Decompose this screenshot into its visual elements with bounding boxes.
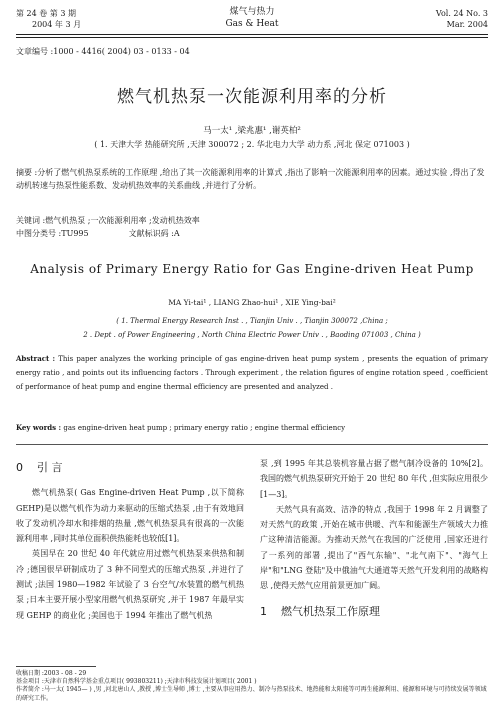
title-cn: 燃气机热泵一次能源利用率的分析 (117, 87, 387, 107)
keywords-en-text: gas engine-driven heat pump ; primary energy ratio ; engine thermal efficiency (63, 424, 346, 432)
abstract-en-label: Abstract : (16, 354, 56, 363)
volume-issue-en: Vol. 24 No. 3 (435, 9, 488, 18)
section-number: 1 (260, 604, 267, 618)
affiliation-cn: ( 1. 天津大学 热能研究所 ,天津 300072 ; 2. 华北电力大学 动力系 ,河北 保定 071003 ) (94, 140, 410, 149)
article-number: 文章编号 :1000 - 4416( 2004) 03 - 0133 - 04 (16, 47, 190, 56)
header-volume-en (436, 8, 488, 30)
keywords-en (16, 423, 488, 432)
authors-en: MA Yi-tai¹ , LIANG Zhao-hui¹ , XIE Ying-bai² (168, 298, 336, 307)
journal-name-en: Gas & Heat (225, 19, 279, 29)
abstract-en-text: This paper analyzes the working principle of gas engine-driven heat pump system , presents the equation of primary energy ratio , and points out its influencing factors . Through experiment , the relation figures of engine rotation speed , coefficient of performance of heat pump and engine thermal efficiency are presented and analyzed . (16, 355, 489, 391)
abstract-divider (16, 444, 488, 445)
class-number: 中图分类号 :TU995 (16, 229, 89, 238)
journal-name-cn: 煤气与热力 (229, 7, 275, 17)
affiliation-en-2: 2 . Dept . of Power Engineering , North China Electric Power Univ . , Baoding 071003 , China ) (83, 331, 421, 339)
footnote-received: 收稿日期 :2003 - 08 - 29 (16, 670, 87, 677)
paragraph: 泵 ,到 1995 年其总装机容量占据了燃气制冷设备的 10%[2]。我国的燃气机热泵研究开始于 20 世纪 80 年代 ,但实际应用很少[1—3]。 (260, 459, 488, 499)
document-code: 文献标识码 :A (128, 229, 180, 238)
paragraph: 英国早在 20 世纪 40 年代就应用过燃气机热泵来供热和制冷 ;德国很早研制成功了 3 种不同型式的压缩式热泵 ,并进行了测试 ;法国 1980—1982 年试验了 3 台空气/水装置的燃气机热泵 ;日本主要开展小型家用燃气机热泵研究 ,并于 1987 年最早实现 GEHP 的商业化 ;美国也于 1994 年推出了燃气机热 (16, 549, 244, 620)
paragraph: 天然气具有高效、洁净的特点 ,我国于 1998 年 2 月调整了对天然气的政策 ,开始在城市供暖、汽车和能源生产领域大力推广这种清洁能源。为推动天然气在我国的广泛使用 ,国家还进行了一系列的部署 ,提出了"西气东输"、"北气南下"、"海气上岸"和"LNG 登陆"及中俄油气大通道等天然气开发利用的战略构思 ,使得天然气应用前景更加广阔。 (260, 504, 488, 591)
footnote-rule (16, 666, 96, 667)
date-cn: 2004 年 3 月 (32, 20, 82, 29)
paragraph: 燃气机热泵( Gas Engine-driven Heat Pump ,以下简称 GEHP)是以燃气机作为动力来驱动的压缩式热泵 ,由于有效地回收了发动机冷却水和排烟的热量 ,燃气机热泵具有很高的一次能源利用率 ,同时其单位面积供热能耗也较低[1]。 (16, 488, 244, 544)
affiliation-en-1: ( 1. Thermal Energy Research Inst . , Tianjin Univ . , Tianjin 300072 ,China ; (116, 317, 388, 325)
affiliation-en (0, 314, 504, 342)
body-column-left (16, 456, 244, 623)
abstract-cn: 摘要 :分析了燃气机热泵系统的工作原理 ,给出了其一次能源利用率的计算式 ,指出了影响一次能源利用率的因素。通过实验 ,得出了发动机转速与热泵性能系数、发动机热效率的关系曲线 ,并进行了分析。 (16, 168, 485, 190)
abstract-en (16, 352, 488, 394)
volume-issue-cn: 第 24 卷 第 3 期 (16, 9, 76, 18)
body-column-right (260, 456, 488, 629)
section-number: 0 (16, 461, 23, 474)
date-en: Mar. 2004 (446, 20, 488, 29)
section-heading-1 (260, 604, 488, 619)
section-title: 引 言 (37, 461, 63, 474)
classification-line (16, 228, 180, 239)
header-rule (16, 34, 488, 38)
title-en: Analysis of Primary Energy Ratio for Gas Engine-driven Heat Pump (30, 262, 474, 276)
journal-name (190, 6, 314, 30)
footnote-funding: 基金项目 :天津市自然科学基金重点项目( 993803211) ;天津市科技发展计划项目( 2001 ) (16, 678, 257, 686)
footnotes (16, 670, 488, 703)
keywords-en-label: Key words : (16, 423, 62, 432)
section-heading-intro (16, 460, 244, 475)
section-title: 燃气机热泵工作原理 (281, 604, 380, 618)
keywords-cn: 关键词 :燃气机热泵 ;一次能源利用率 ;发动机热效率 (16, 216, 200, 225)
authors-cn: 马一太¹ ,梁兆惠¹ ,谢英柏² (203, 126, 301, 136)
header-volume-cn (16, 8, 81, 30)
footnote-author: 作者简介 :马一太( 1945— ) ,男 ,河北唐山人 ,教授 ,博士生导师 ,博士 ,主要从事应用热力、制冷与热泵技术、地热能和太阳能等可再生能源利用、能源和环境与可持续发展等领域的研究工作。 (16, 686, 487, 702)
